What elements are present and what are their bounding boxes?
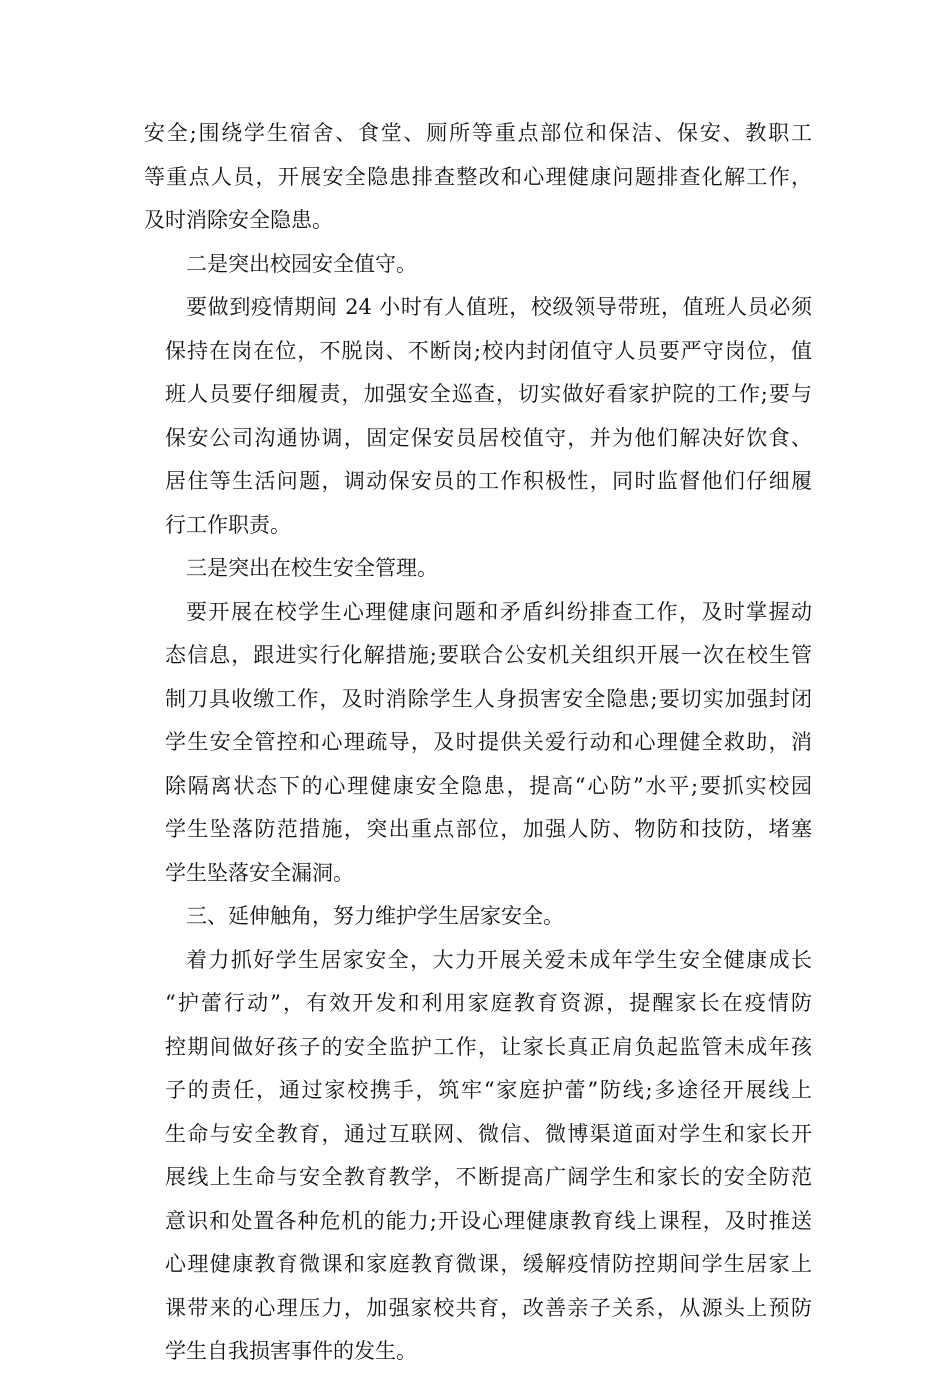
text-line: 展线上生命与安全教育教学，不断提高广阔学生和家长的安全防范 (165, 1165, 812, 1189)
text-line: 保持在岗在位，不脱岗、不断岗;校内封闭值守人员要严守岗位，值 (165, 338, 812, 363)
paragraph (144, 112, 812, 243)
text-line: 着力抓好学生居家安全，大力开展关爱未成年学生安全健康成长 (186, 947, 812, 972)
text-line: 课带来的心理压力，加强家校共育，改善亲子关系，从源头上预防 (165, 1295, 812, 1320)
paragraph (144, 547, 812, 591)
text-line: 班人员要仔细履责，加强安全巡查，切实做好看家护院的工作;要与 (165, 382, 812, 406)
text-line: 学生安全管控和心理疏导，及时提供关爱行动和心理健全救助，消 (165, 730, 812, 754)
text-line: 三是突出在校生安全管理。 (186, 556, 438, 580)
paragraph (144, 286, 812, 547)
text-line: 控期间做好孩子的安全监护工作，让家长真正肩负起监管未成年孩 (165, 1034, 812, 1059)
text-line: “护蕾行动”，有效开发和利用家庭教育资源，提醒家长在疫情防 (165, 991, 812, 1015)
text-line: 要开展在校学生心理健康问题和矛盾纠纷排查工作，及时掌握动 (186, 599, 812, 624)
text-line: 制刀具收缴工作，及时消除学生人身损害安全隐患;要切实加强封闭 (165, 686, 812, 711)
text-line: 二是突出校园安全值守。 (186, 251, 417, 276)
text-line: 及时消除安全隐患。 (144, 208, 333, 232)
text-line: 子的责任，通过家校携手，筑牢“家庭护蕾”防线;多途径开展线上 (165, 1078, 812, 1102)
text-line: 学生坠落防范措施，突出重点部位，加强人防、物防和技防，堵塞 (165, 817, 812, 841)
text-line: 学生坠落安全漏洞。 (165, 860, 354, 885)
text-line: 等重点人员，开展安全隐患排查整改和心理健康问题排查化解工作， (144, 164, 812, 189)
text-line: 生命与安全教育，通过互联网、微信、微博渠道面对学生和家长开 (165, 1121, 812, 1146)
text-line: 行工作职责。 (165, 512, 291, 537)
document-body (144, 112, 812, 1374)
paragraph (144, 591, 812, 896)
text-line: 居住等生活问题，调动保安员的工作积极性，同时监督他们仔细履 (165, 469, 812, 493)
paragraph (144, 895, 812, 939)
text-line: 三、延伸触角，努力维护学生居家安全。 (186, 904, 564, 928)
text-line: 保安公司沟通协调，固定保安员居校值守，并为他们解决好饮食、 (165, 425, 812, 450)
paragraph (144, 243, 812, 287)
text-line: 态信息，跟进实行化解措施;要联合公安机关组织开展一次在校生管 (165, 643, 812, 667)
text-line: 要做到疫情期间 24 小时有人值班，校级领导带班，值班人员必须 (186, 295, 812, 319)
text-line: 安全;围绕学生宿舍、食堂、厕所等重点部位和保洁、保安、教职工 (144, 121, 812, 145)
text-line: 心理健康教育微课和家庭教育微课，缓解疫情防控期间学生居家上 (165, 1252, 812, 1276)
text-line: 除隔离状态下的心理健康安全隐患，提高“心防”水平;要抓实校园 (165, 773, 812, 798)
paragraph (144, 939, 812, 1374)
text-line: 意识和处置各种危机的能力;开设心理健康教育线上课程，及时推送 (165, 1208, 812, 1233)
text-line: 学生自我损害事件的发生。 (165, 1339, 417, 1363)
